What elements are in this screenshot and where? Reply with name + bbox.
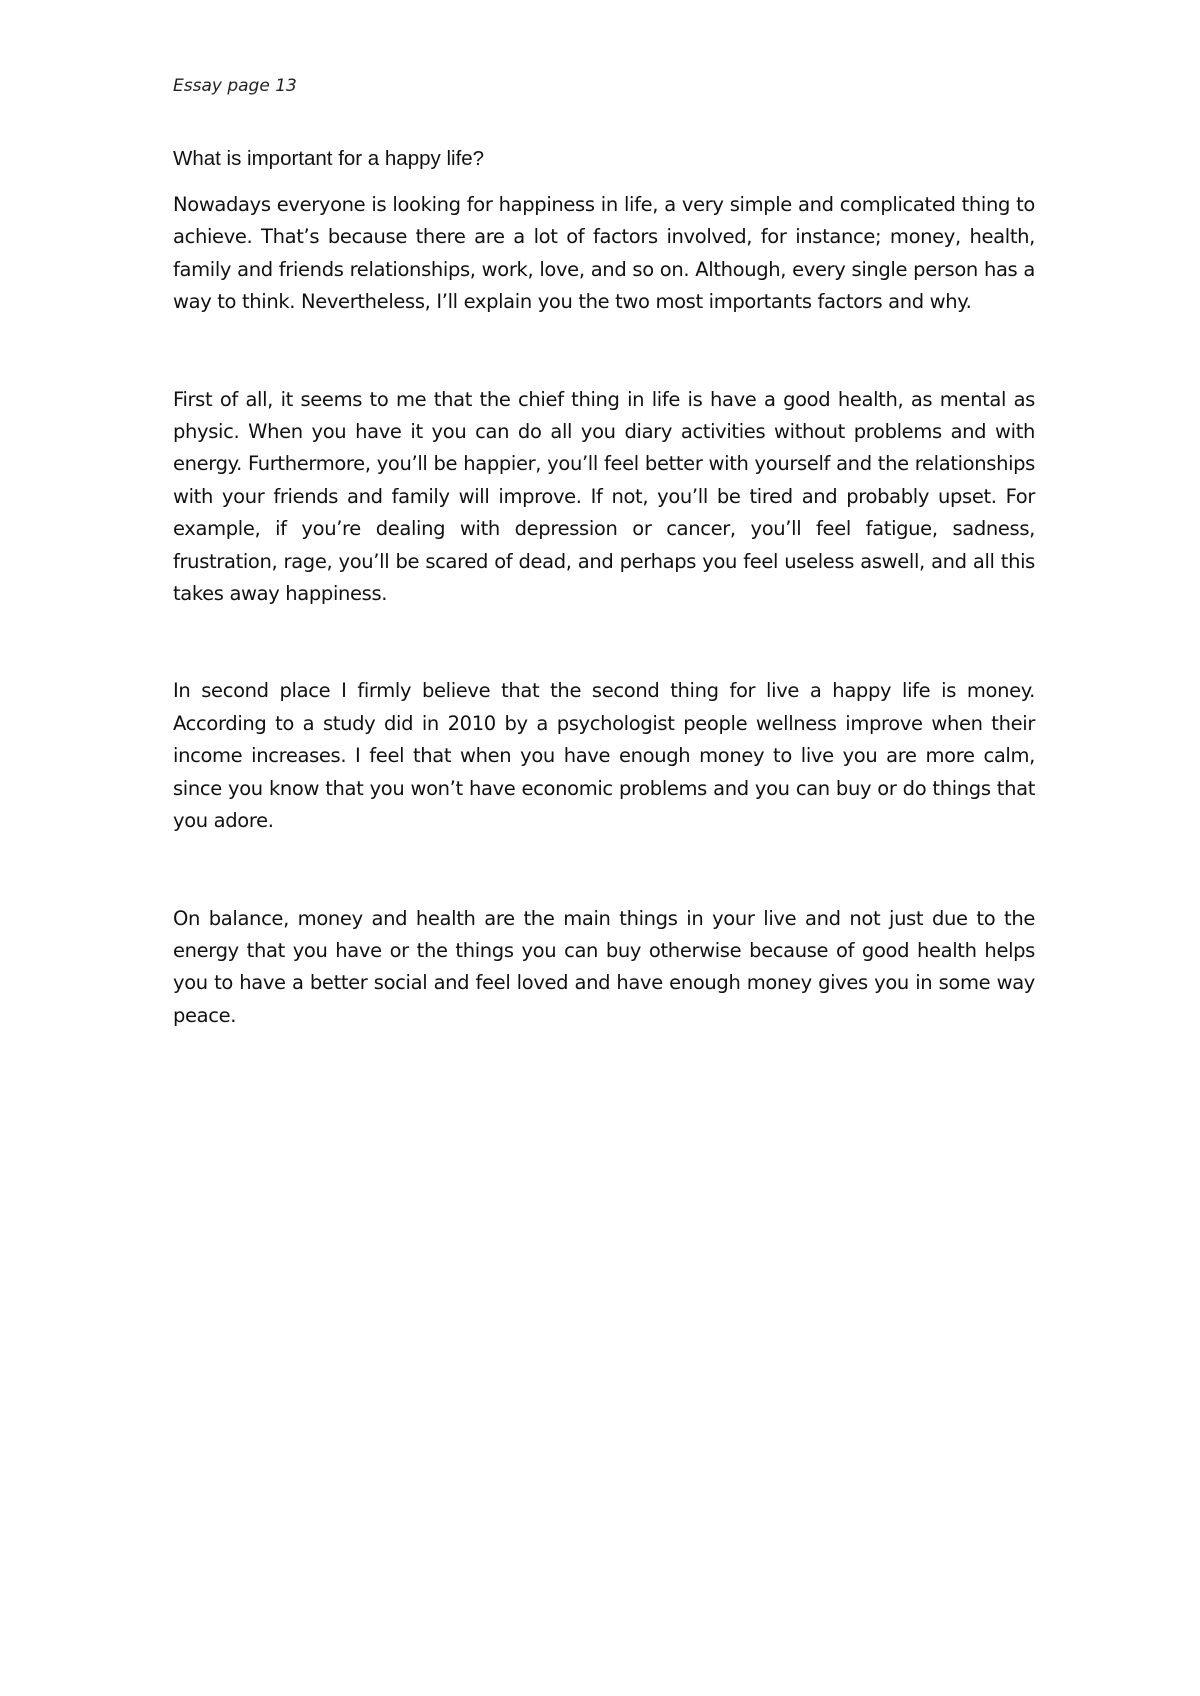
essay-paragraph-intro: Nowadays everyone is looking for happiness in life, a very simple and complicated thing to achieve. That’s because there are a lot of factors involved, for instance; money, health, family and friends relationships, work, love, and so on. Although, every single person has a way to think. Nevertheless, I’ll explain you the two most importants factors and why. <box>173 193 1035 314</box>
essay-paragraph-money: In second place I firmly believe that the second thing for live a happy life is money. According to a study did in 2010 by a psychologist people wellness improve when their income increases. I feel that when you have enough money to live you are more calm, since you know that you won’t have economic problems and you can buy or do things that you adore. <box>173 679 1035 833</box>
paragraph-spacer <box>173 319 1035 384</box>
essay-body <box>173 143 1035 1032</box>
paragraph-spacer <box>173 838 1035 903</box>
essay-title: What is important for a happy life? <box>173 147 485 170</box>
essay-paragraph-conclusion: On balance, money and health are the main things in your live and not just due to the energy that you have or the things you can buy otherwise because of good health helps you to have a better social and feel loved and have enough money gives you in some way peace. <box>173 906 1035 1027</box>
essay-paragraph-health: First of all, it seems to me that the chief thing in life is have a good health, as mental as physic. When you have it you can do all you diary activities without problems and with energy. Furthermore, you’ll be happier, you’ll feel better with yourself and the relationships with your friends and family will improve. If not, you’ll be tired and probably upset. For example, if you’re dealing with depression or cancer, you’ll feel fatigue, sadness, frustration, rage, you’ll be scared of dead, and perhaps you feel useless aswell, and all this takes away happiness. <box>173 387 1035 606</box>
page-header-note: Essay page 13 <box>173 76 297 96</box>
paragraph-spacer <box>173 610 1035 675</box>
